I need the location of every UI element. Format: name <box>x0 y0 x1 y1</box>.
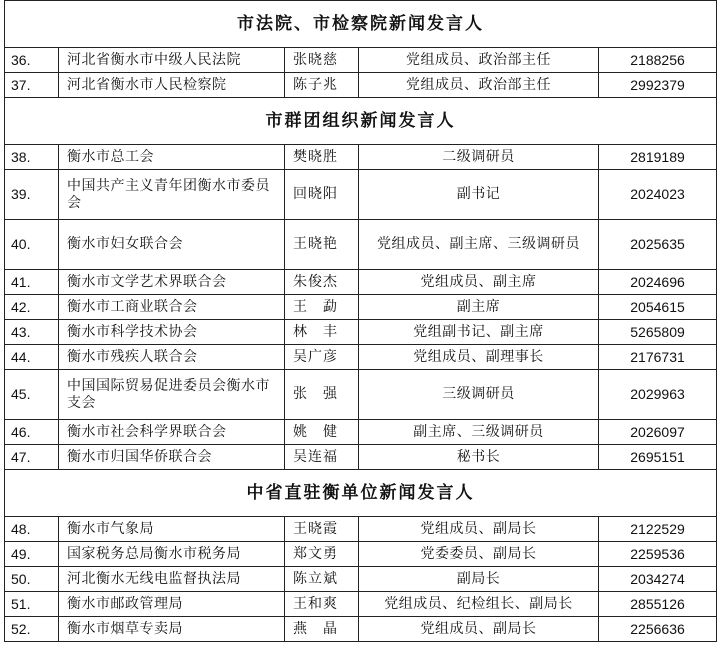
phone-number-cell: 5265809 <box>599 320 717 345</box>
spokesperson-name-cell: 吴广彦 <box>285 345 359 370</box>
position-title-cell: 二级调研员 <box>359 145 599 170</box>
phone-number-cell: 2024023 <box>599 170 717 220</box>
table-row <box>5 567 717 592</box>
organization-cell: 衡水市烟草专卖局 <box>59 617 285 642</box>
organization-cell: 衡水市归国华侨联合会 <box>59 445 285 470</box>
table-row <box>5 145 717 170</box>
table-row <box>5 270 717 295</box>
position-title-cell: 党组成员、政治部主任 <box>359 48 599 73</box>
spokesperson-name-cell: 王和爽 <box>285 592 359 617</box>
section-header-row <box>5 470 717 517</box>
organization-cell: 衡水市社会科学界联合会 <box>59 420 285 445</box>
spokesperson-name-cell: 回晓阳 <box>285 170 359 220</box>
organization-cell: 河北省衡水市中级人民法院 <box>59 48 285 73</box>
position-title-cell: 党组成员、副局长 <box>359 617 599 642</box>
table-row <box>5 48 717 73</box>
row-number: 39. <box>5 170 59 220</box>
phone-number-cell: 2855126 <box>599 592 717 617</box>
position-title-cell: 党委委员、副局长 <box>359 542 599 567</box>
phone-number-cell: 2695151 <box>599 445 717 470</box>
phone-number-cell: 2992379 <box>599 73 717 98</box>
row-number: 48. <box>5 517 59 542</box>
position-title-cell: 党组成员、副理事长 <box>359 345 599 370</box>
spokesperson-table <box>4 0 717 642</box>
spokesperson-name-cell: 樊晓胜 <box>285 145 359 170</box>
spokesperson-name-cell: 林 丰 <box>285 320 359 345</box>
position-title-cell: 秘书长 <box>359 445 599 470</box>
table-row <box>5 345 717 370</box>
organization-cell: 衡水市残疾人联合会 <box>59 345 285 370</box>
row-number: 43. <box>5 320 59 345</box>
row-number: 50. <box>5 567 59 592</box>
phone-number-cell: 2122529 <box>599 517 717 542</box>
table-body <box>5 1 717 642</box>
row-number: 41. <box>5 270 59 295</box>
phone-number-cell: 2054615 <box>599 295 717 320</box>
row-number: 47. <box>5 445 59 470</box>
organization-cell: 衡水市邮政管理局 <box>59 592 285 617</box>
table-row <box>5 220 717 270</box>
position-title-cell: 党组成员、政治部主任 <box>359 73 599 98</box>
row-number: 37. <box>5 73 59 98</box>
table-row <box>5 542 717 567</box>
row-number: 49. <box>5 542 59 567</box>
row-number: 42. <box>5 295 59 320</box>
table-row <box>5 370 717 420</box>
row-number: 52. <box>5 617 59 642</box>
spokesperson-name-cell: 张 强 <box>285 370 359 420</box>
phone-number-cell: 2188256 <box>599 48 717 73</box>
position-title-cell: 三级调研员 <box>359 370 599 420</box>
organization-cell: 中国共产主义青年团衡水市委员会 <box>59 170 285 220</box>
position-title-cell: 副书记 <box>359 170 599 220</box>
organization-cell: 中国国际贸易促进委员会衡水市支会 <box>59 370 285 420</box>
table-row <box>5 73 717 98</box>
section-heading: 中省直驻衡单位新闻发言人 <box>5 470 717 517</box>
spokesperson-name-cell: 燕 晶 <box>285 617 359 642</box>
phone-number-cell: 2176731 <box>599 345 717 370</box>
position-title-cell: 党组副书记、副主席 <box>359 320 599 345</box>
position-title-cell: 党组成员、副主席、三级调研员 <box>359 220 599 270</box>
organization-cell: 衡水市工商业联合会 <box>59 295 285 320</box>
organization-cell: 衡水市科学技术协会 <box>59 320 285 345</box>
row-number: 51. <box>5 592 59 617</box>
spokesperson-name-cell: 王晓霞 <box>285 517 359 542</box>
organization-cell: 衡水市总工会 <box>59 145 285 170</box>
phone-number-cell: 2259536 <box>599 542 717 567</box>
phone-number-cell: 2029963 <box>599 370 717 420</box>
organization-cell: 衡水市妇女联合会 <box>59 220 285 270</box>
position-title-cell: 副主席 <box>359 295 599 320</box>
organization-cell: 衡水市气象局 <box>59 517 285 542</box>
phone-number-cell: 2026097 <box>599 420 717 445</box>
position-title-cell: 党组成员、纪检组长、副局长 <box>359 592 599 617</box>
table-row <box>5 320 717 345</box>
phone-number-cell: 2256636 <box>599 617 717 642</box>
spokesperson-name-cell: 王 勐 <box>285 295 359 320</box>
phone-number-cell: 2034274 <box>599 567 717 592</box>
spokesperson-name-cell: 姚 健 <box>285 420 359 445</box>
spokesperson-name-cell: 王晓艳 <box>285 220 359 270</box>
table-row <box>5 420 717 445</box>
row-number: 40. <box>5 220 59 270</box>
table-row <box>5 295 717 320</box>
section-header-row <box>5 98 717 145</box>
phone-number-cell: 2025635 <box>599 220 717 270</box>
organization-cell: 河北衡水无线电监督执法局 <box>59 567 285 592</box>
organization-cell: 河北省衡水市人民检察院 <box>59 73 285 98</box>
row-number: 36. <box>5 48 59 73</box>
spokesperson-name-cell: 朱俊杰 <box>285 270 359 295</box>
section-heading: 市群团组织新闻发言人 <box>5 98 717 145</box>
spokesperson-name-cell: 张晓慈 <box>285 48 359 73</box>
spokesperson-name-cell: 郑文勇 <box>285 542 359 567</box>
table-row <box>5 170 717 220</box>
row-number: 46. <box>5 420 59 445</box>
organization-cell: 国家税务总局衡水市税务局 <box>59 542 285 567</box>
phone-number-cell: 2024696 <box>599 270 717 295</box>
spokesperson-name-cell: 陈立斌 <box>285 567 359 592</box>
spokesperson-name-cell: 吴连福 <box>285 445 359 470</box>
row-number: 38. <box>5 145 59 170</box>
position-title-cell: 副局长 <box>359 567 599 592</box>
row-number: 44. <box>5 345 59 370</box>
spokesperson-name-cell: 陈子兆 <box>285 73 359 98</box>
table-row <box>5 592 717 617</box>
phone-number-cell: 2819189 <box>599 145 717 170</box>
section-heading: 市法院、市检察院新闻发言人 <box>5 1 717 48</box>
organization-cell: 衡水市文学艺术界联合会 <box>59 270 285 295</box>
section-header-row <box>5 1 717 48</box>
table-row <box>5 517 717 542</box>
table-row <box>5 617 717 642</box>
position-title-cell: 党组成员、副局长 <box>359 517 599 542</box>
table-row <box>5 445 717 470</box>
row-number: 45. <box>5 370 59 420</box>
position-title-cell: 党组成员、副主席 <box>359 270 599 295</box>
position-title-cell: 副主席、三级调研员 <box>359 420 599 445</box>
